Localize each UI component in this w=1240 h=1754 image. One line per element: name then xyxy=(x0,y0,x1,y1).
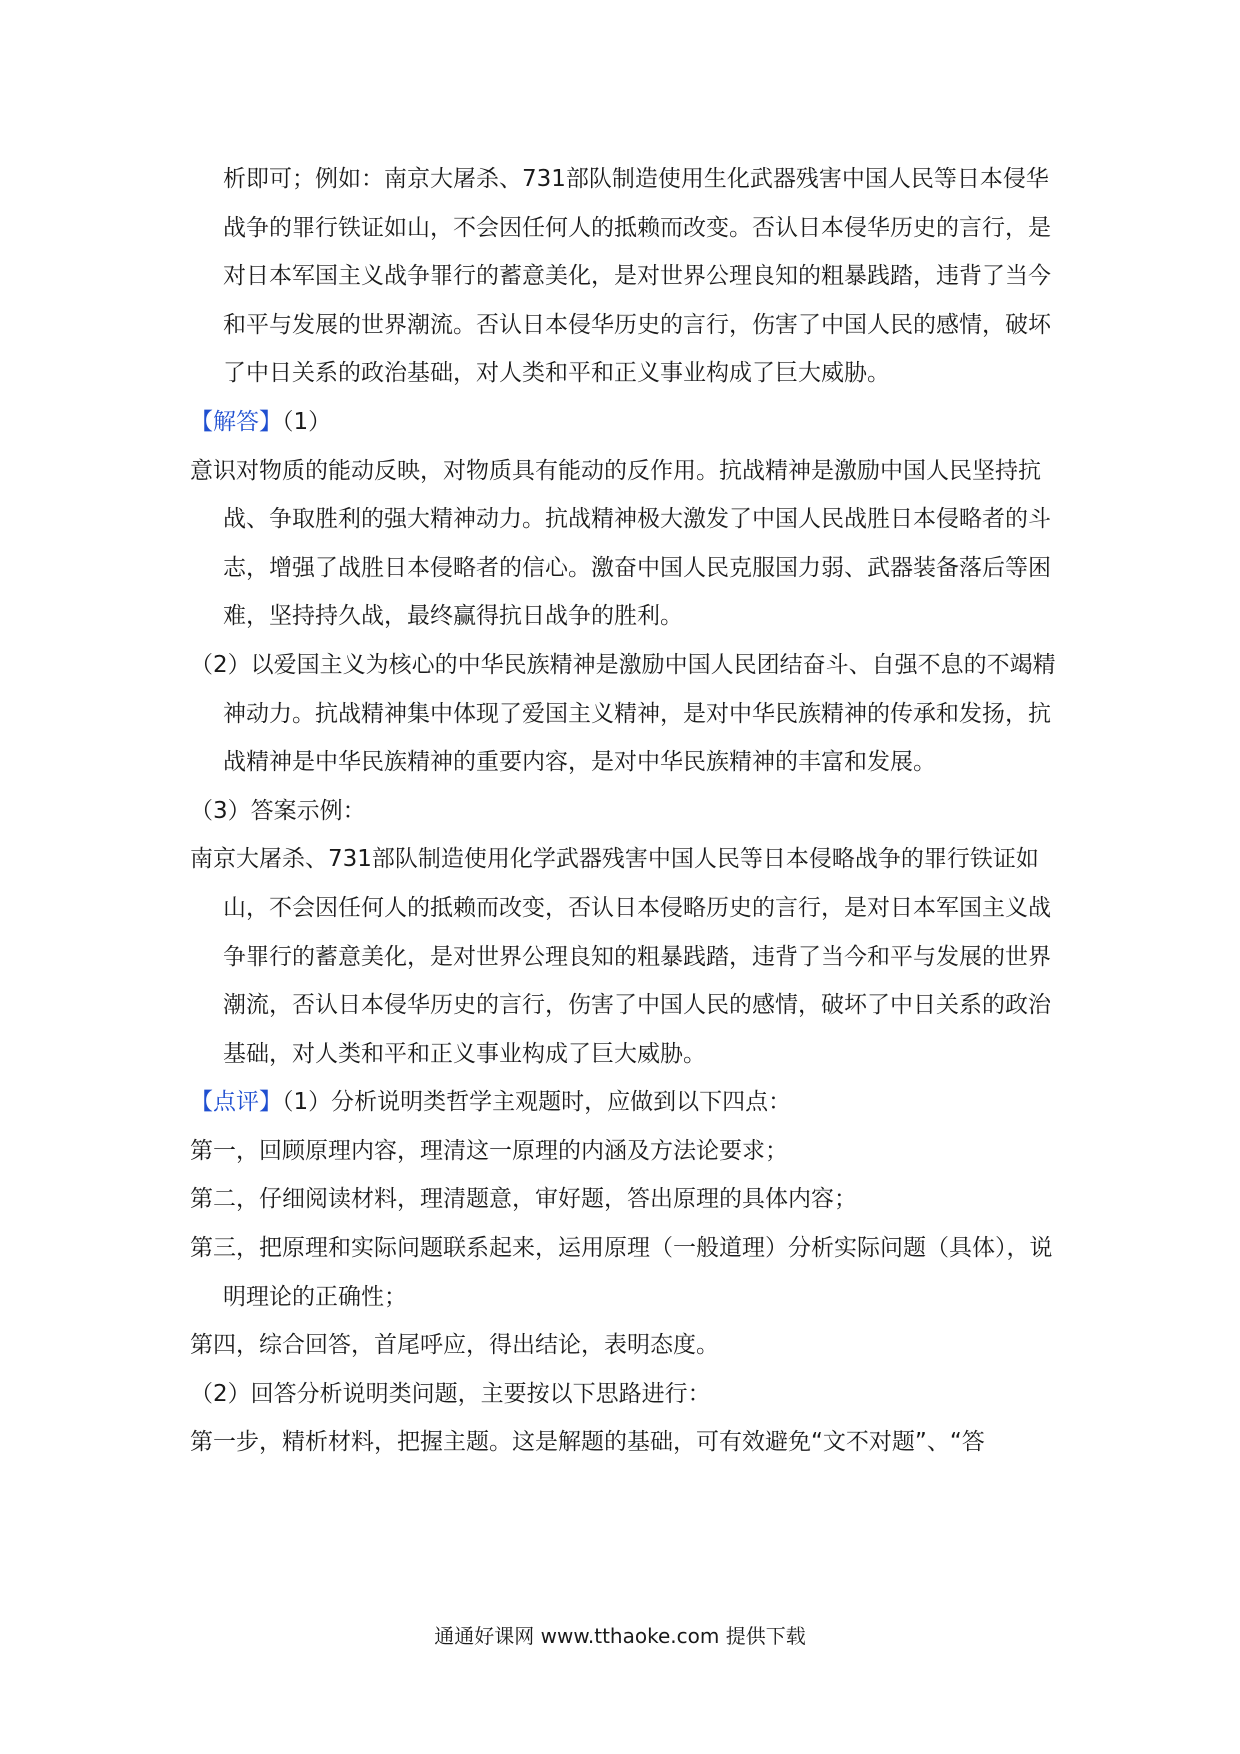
paragraph-answer-2: （2）以爱国主义为核心的中华民族精神是激励中国人民团结奋斗、自强不息的不竭精神动力。抗战精神集中体现了爱国主义精神，是对中华民族精神的传承和发扬，抗战精神是中华民族精神的重要内容，是对中华民族精神的丰富和发展。 xyxy=(190,651,1056,776)
comment-label: 【点评】 xyxy=(190,1089,282,1116)
paragraph-answer-continuation: 析即可；例如：南京大屠杀、731部队制造使用生化武器残害中国人民等日本侵华战争的罪行铁证如山，不会因任何人的抵赖而改变。否认日本侵华历史的言行，是对日本军国主义战争罪行的蓄意美化，是对世界公理良知的粗暴践踏，违背了当今和平与发展的世界潮流。否认日本侵华历史的言行，伤害了中国人民的感情，破坏了中日关系的政治基础，对人类和平和正义事业构成了巨大威胁。 xyxy=(223,166,1051,387)
paragraph-first-step: 第一步，精析材料，把握主题。这是解题的基础，可有效避免“文不对题”、“答 xyxy=(190,1429,985,1456)
paragraph-step-3: 第三，把原理和实际问题联系起来，运用原理（一般道理）分析实际问题（具体），说明理论的正确性； xyxy=(190,1235,1053,1310)
paragraph-step-4: 第四，综合回答，首尾呼应，得出结论，表明态度。 xyxy=(190,1332,719,1359)
paragraph-step-2: 第二，仔细阅读材料，理清题意，审好题，答出原理的具体内容； xyxy=(190,1186,857,1213)
paragraph-answer-1: 意识对物质的能动反映，对物质具有能动的反作用。抗战精神是激励中国人民坚持抗战、争取胜利的强大精神动力。抗战精神极大激发了中国人民战胜日本侵略者的斗志，增强了战胜日本侵略者的信心。激奋中国人民克服国力弱、武器装备落后等困难，坚持持久战，最终赢得抗日战争的胜利。 xyxy=(190,457,1051,630)
paragraph-answer-3-heading: （3）答案示例： xyxy=(190,797,366,824)
paragraph-answer-3-example: 南京大屠杀、731部队制造使用化学武器残害中国人民等日本侵略战争的罪行铁证如山，不会因任何人的抵赖而改变，否认日本侵略历史的言行，是对日本军国主义战争罪行的蓄意美化，是对世界公理良知的粗暴践踏，违背了当今和平与发展的世界潮流，否认日本侵华历史的言行，伤害了中国人民的感情，破坏了中日关系的政治基础，对人类和平和正义事业构成了巨大威胁。 xyxy=(190,846,1051,1067)
paragraph-comment-heading: 【点评】（1）分析说明类哲学主观题时，应做到以下四点： xyxy=(190,1089,792,1116)
paragraph-comment-2-heading: （2）回答分析说明类问题，主要按以下思路进行： xyxy=(190,1380,711,1407)
paragraph-step-1: 第一，回顾原理内容，理清这一原理的内涵及方法论要求； xyxy=(190,1137,788,1164)
paragraph-answer-heading: 【解答】（1） xyxy=(190,408,332,435)
page-footer: 通通好课网 www.tthaoke.com 提供下载 xyxy=(434,1624,806,1648)
answer-label: 【解答】 xyxy=(190,408,282,435)
document-body xyxy=(190,155,1060,1467)
